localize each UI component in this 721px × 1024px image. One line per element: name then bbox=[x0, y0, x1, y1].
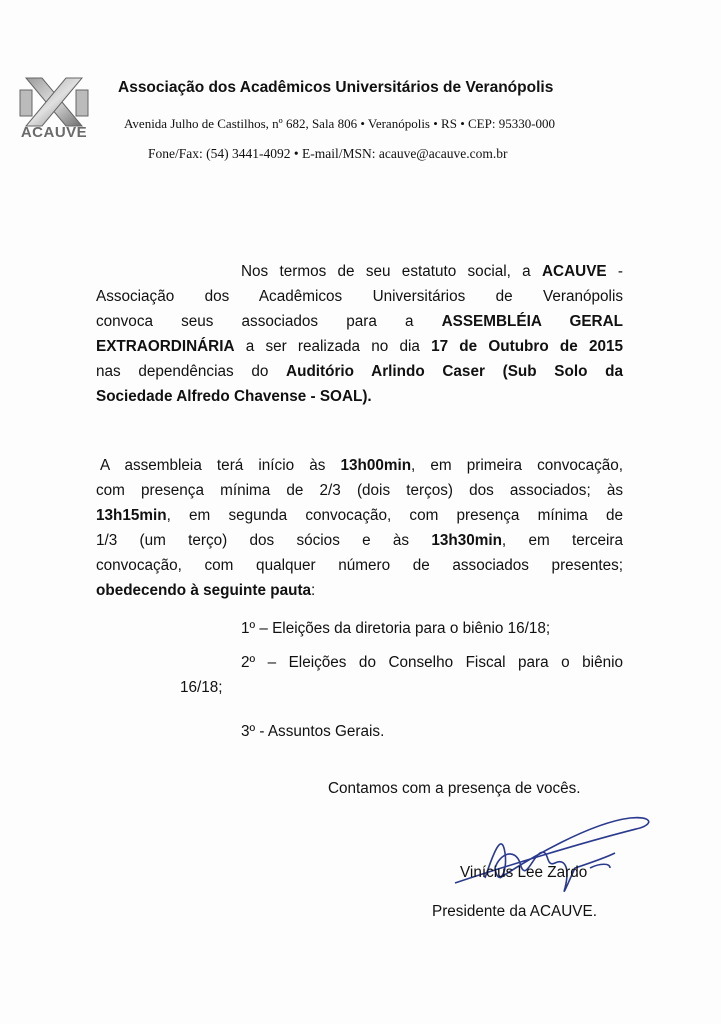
bold-text: EXTRAORDINÁRIA bbox=[96, 338, 235, 355]
text-line bbox=[96, 478, 623, 503]
text-line bbox=[96, 309, 623, 334]
bold-text: ASSEMBLÉIA GERAL bbox=[441, 313, 623, 330]
bold-text: obedecendo à seguinte pauta bbox=[96, 582, 312, 599]
text-segment: , em primeira convocação, bbox=[411, 457, 623, 474]
agenda-item-1: 1º – Eleições da diretoria para o biênio 16/18; bbox=[241, 620, 551, 637]
organization-contact: Fone/Fax: (54) 3441-4092 • E-mail/MSN: acauve@acauve.com.br bbox=[148, 146, 508, 161]
text-line bbox=[96, 578, 623, 603]
text-line bbox=[96, 553, 623, 578]
text-line bbox=[96, 259, 623, 284]
bold-text: 13h30min bbox=[431, 532, 502, 549]
text-segment: , em terceira bbox=[501, 532, 623, 549]
text-segment: Nos termos de seu estatuto social, a bbox=[241, 263, 542, 280]
agenda-item-2: 2º – Eleições do Conselho Fiscal para o biênio bbox=[241, 654, 623, 671]
schedule-paragraph bbox=[96, 453, 623, 603]
agenda-item-3: 3º - Assuntos Gerais. bbox=[241, 723, 385, 740]
text-segment: convoca seus associados para a bbox=[96, 313, 442, 330]
text-line bbox=[96, 528, 623, 553]
closing-line: Contamos com a presença de vocês. bbox=[328, 780, 581, 797]
signer-name: Vinícius Lee Zardo bbox=[460, 864, 588, 881]
text-segment: : bbox=[311, 582, 316, 599]
text-segment: a ser realizada no dia bbox=[234, 338, 432, 355]
text-line bbox=[96, 334, 623, 359]
text-line bbox=[96, 453, 623, 478]
text-segment: 1/3 (um terço) dos sócios e às bbox=[96, 532, 432, 549]
text-segment: Associação dos Acadêmicos Universitários de Veranópolis bbox=[96, 288, 623, 305]
bold-text: 13h15min bbox=[96, 507, 167, 524]
text-line bbox=[96, 503, 623, 528]
text-line bbox=[96, 359, 623, 384]
text-line bbox=[96, 384, 623, 409]
text-segment: , em segunda convocação, com presença mínima de bbox=[166, 507, 623, 524]
text-line bbox=[96, 284, 623, 309]
bold-text: Auditório Arlindo Caser (Sub Solo da bbox=[286, 363, 623, 380]
text-segment: nas dependências do bbox=[96, 363, 287, 380]
bold-text: Sociedade Alfredo Chavense - SOAL). bbox=[96, 388, 372, 405]
logo-text: ACAUVE bbox=[20, 124, 88, 141]
text-segment: - bbox=[606, 263, 623, 280]
bold-text: ACAUVE bbox=[542, 263, 607, 280]
agenda-item-2-continuation: 16/18; bbox=[180, 679, 223, 696]
signer-title: Presidente da ACAUVE. bbox=[432, 903, 597, 920]
text-segment: convocação, com qualquer número de associados presentes; bbox=[96, 557, 623, 574]
text-segment: com presença mínima de 2/3 (dois terços) dos associados; às bbox=[96, 482, 623, 499]
organization-name: Associação dos Acadêmicos Universitários de Veranópolis bbox=[118, 79, 554, 96]
convocation-paragraph bbox=[96, 259, 623, 409]
bold-text: 13h00min bbox=[340, 457, 412, 474]
bold-text: 17 de Outubro de 2015 bbox=[431, 338, 623, 355]
organization-address: Avenida Julho de Castilhos, nº 682, Sala 806 • Veranópolis • RS • CEP: 95330-000 bbox=[124, 116, 556, 131]
text-segment: A assembleia terá início às bbox=[100, 457, 341, 474]
